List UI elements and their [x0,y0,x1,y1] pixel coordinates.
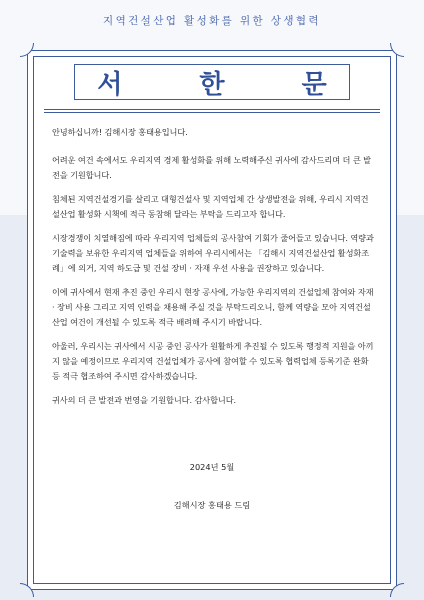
body-paragraph: 이에 귀사에서 현재 추진 중인 우리시 현장 공사에, 가능한 우리지역의 건설업체 참여와 자재 · 장비 사용 그리고 지역 인력을 채용해 주실 것을 부탁드리오니, 함께 역량을 모아 지역건설산업 여건이 개선될 수 있도록 적극 배려해 주시기 바랍니다. [52,287,374,327]
title-divider-secondary [44,112,380,113]
letter-body [52,125,374,417]
letter-signature: 김해시장 홍태용 드림 [173,500,251,510]
body-paragraph: 어려운 여건 속에서도 우리지역 경제 활성화를 위해 노력해주신 귀사에 감사드리며 더 큰 발전을 기원합니다. [52,155,371,180]
frame-corner-top-right [390,43,404,57]
title-divider [44,109,380,110]
body-paragraph: 침체된 지역건설경기를 살리고 대형건설사 및 지역업체 간 상생발전을 위해, 우리시 지역건설산업 활성화 시책에 적극 동참해 달라는 부탁을 드리고자 합니다. [52,194,369,219]
frame-corner-bottom-right [390,583,404,597]
closing-paragraph: 귀사의 더 큰 발전과 번영을 기원합니다. 감사합니다. [52,395,237,405]
greeting-paragraph: 안녕하십니까! 김해시장 홍태용입니다. [52,127,188,137]
letter-title-box [74,64,361,100]
frame-corner-bottom-left [20,583,34,597]
body-paragraph: 아울러, 우리시는 귀사에서 시공 중인 공사가 원활하게 추진될 수 있도록 행정적 지원을 아끼지 않을 예정이므로 우리지역 건설업체가 공사에 참여할 수 있도록 협력업체 등록기준 완화 등 적극 협조하여 주시면 감사하겠습니다. [52,341,374,381]
body-paragraph: 시장경쟁이 치열해짐에 따라 우리지역 업체들의 공사참여 기회가 줄어들고 있습니다. 역량과 기술력을 보유한 우리지역 업체들을 위하여 우리시에서는 「김해시 지역건설산업 활성화조례」에 의거, 지역 하도급 및 건설 장비 · 자재 우선 사용을 권장하고 있습니다. [52,233,374,273]
header-title: 지역건설산업 활성화를 위한 상생협력 [103,14,321,27]
frame-corner-top-left [20,43,34,57]
letter-title: 서 한 문 [97,69,361,100]
header-banner [0,0,424,40]
letter-date: 2024년 5월 [189,462,235,472]
